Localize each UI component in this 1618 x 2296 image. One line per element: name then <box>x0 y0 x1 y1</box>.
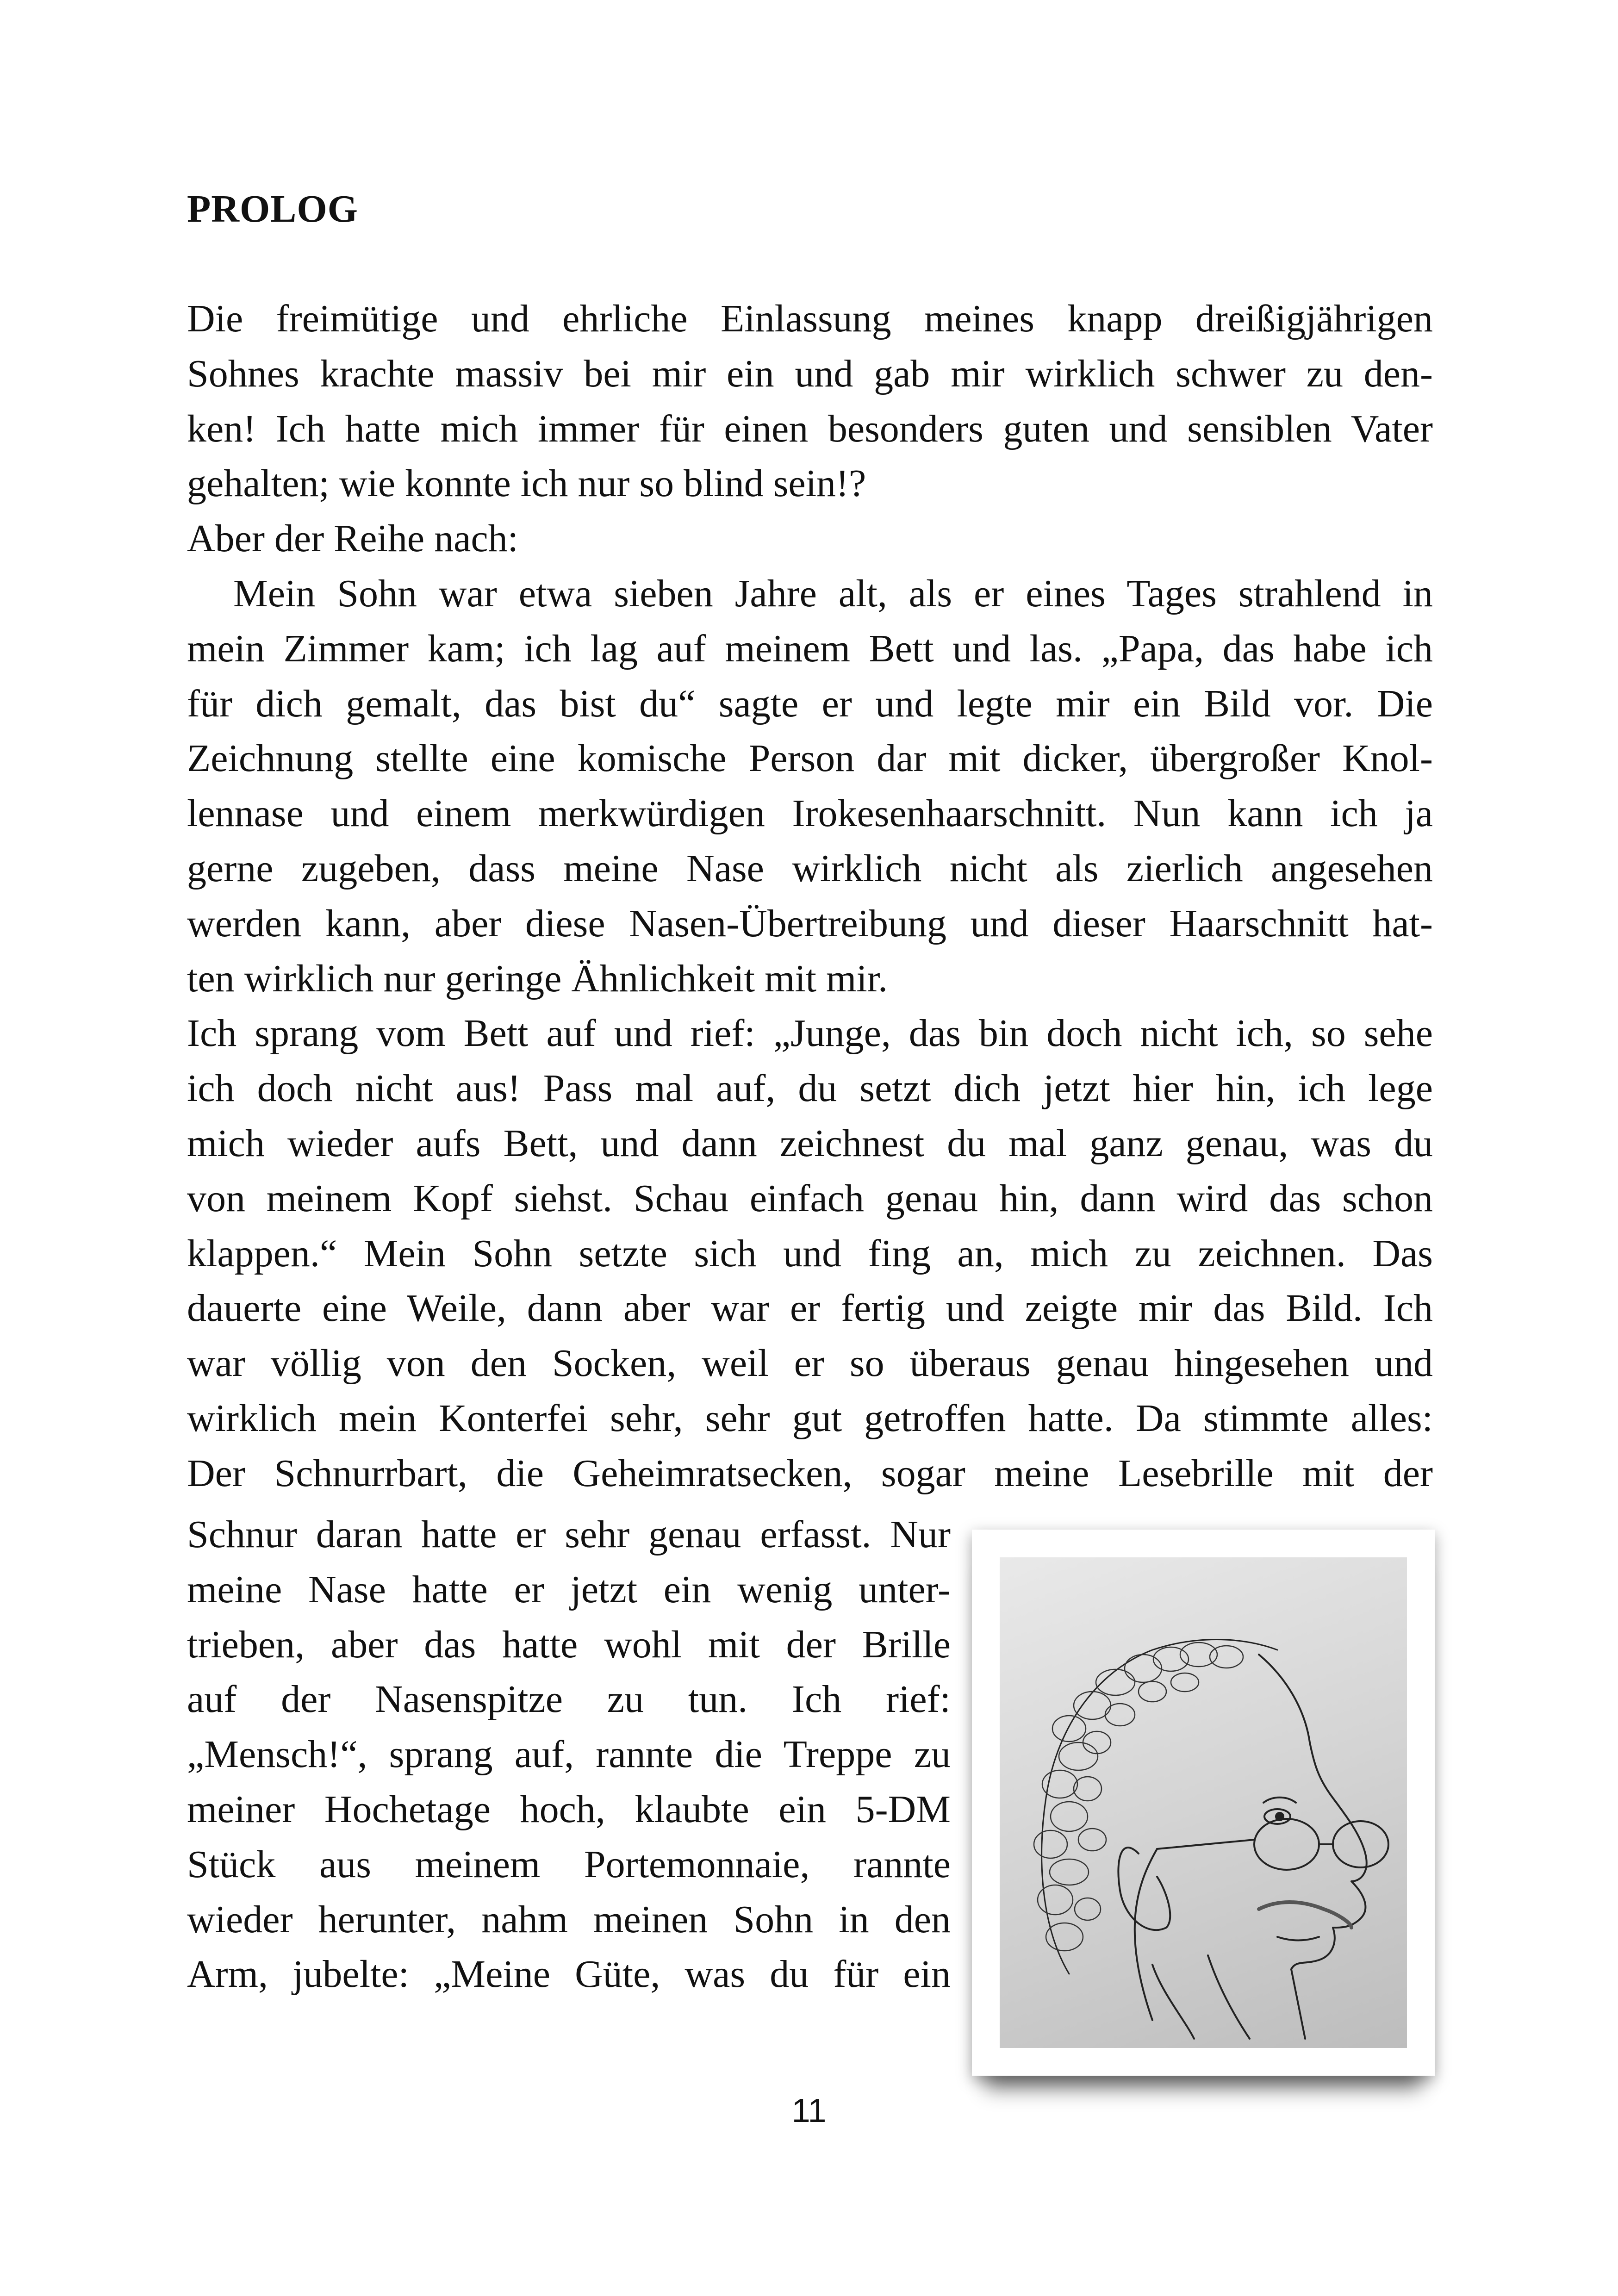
portrait-figure <box>972 1530 1435 2076</box>
text-line: gehalten; wie konnte ich nur so blind sein!? <box>187 462 866 505</box>
text-line: trieben, aber das hatte wohl mit der Brille <box>187 1623 951 1666</box>
text-line: dauerte eine Weile, dann aber war er fertig und zeigte mir das Bild. Ich <box>187 1287 1433 1330</box>
text-line: wieder herunter, nahm meinen Sohn in den <box>187 1898 951 1941</box>
text-line: gerne zugeben, dass meine Nase wirklich nicht als zierlich angesehen <box>187 846 1433 890</box>
text-line: „Mensch!“, sprang auf, rannte die Treppe zu <box>187 1733 951 1776</box>
chapter-heading: PROLOG <box>187 187 359 230</box>
body-text-beside-figure <box>187 1507 951 2002</box>
text-line: von meinem Kopf siehst. Schau einfach genau hin, dann wird das schon <box>187 1176 1433 1220</box>
portrait-drawing <box>1000 1557 1407 2048</box>
text-line: Sohnes krachte massiv bei mir ein und gab mir wirklich schwer zu den- <box>187 352 1433 395</box>
text-line: Der Schnurrbart, die Geheimratsecken, sogar meine Lesebrille mit der <box>187 1451 1433 1495</box>
text-line: Schnur daran hatte er sehr genau erfasst. Nur <box>187 1513 951 1556</box>
text-line: wirklich mein Konterfei sehr, sehr gut getroffen hatte. Da stimmte alles: <box>187 1396 1433 1440</box>
text-line: meine Nase hatte er jetzt ein wenig unter- <box>187 1568 951 1611</box>
text-line: Arm, jubelte: „Meine Güte, was du für ein <box>187 1953 951 1996</box>
text-line: war völlig von den Socken, weil er so überaus genau hingesehen und <box>187 1342 1433 1385</box>
text-line: mich wieder aufs Bett, und dann zeichnest du mal ganz genau, was du <box>187 1121 1433 1165</box>
text-line: lennase und einem merkwürdigen Irokesenhaarschnitt. Nun kann ich ja <box>187 792 1433 835</box>
text-line: mein Zimmer kam; ich lag auf meinem Bett und las. „Papa, das habe ich <box>187 627 1433 670</box>
text-line: auf der Nasenspitze zu tun. Ich rief: <box>187 1678 951 1721</box>
text-line: ich doch nicht aus! Pass mal auf, du setzt dich jetzt hier hin, ich lege <box>187 1067 1433 1110</box>
sketch-illustration <box>1000 1557 1407 2048</box>
page-number: 11 <box>791 2092 827 2129</box>
text-line: klappen.“ Mein Sohn setzte sich und fing an, mich zu zeichnen. Das <box>187 1232 1433 1275</box>
text-line-indented: Mein Sohn war etwa sieben Jahre alt, als er eines Tages strahlend in <box>233 572 1433 615</box>
text-line: für dich gemalt, das bist du“ sagte er und legte mir ein Bild vor. Die <box>187 682 1433 725</box>
body-text-top <box>187 292 1433 1501</box>
text-line: Ich sprang vom Bett auf und rief: „Junge, das bin doch nicht ich, so sehe <box>187 1012 1433 1055</box>
text-line: meiner Hochetage hoch, klaubte ein 5-DM <box>187 1787 951 1831</box>
text-line: Zeichnung stellte eine komische Person dar mit dicker, übergroßer Knol- <box>187 737 1433 780</box>
text-line: ten wirklich nur geringe Ähnlichkeit mit mir. <box>187 957 888 1000</box>
text-line: werden kann, aber diese Nasen-Übertreibung und dieser Haarschnitt hat- <box>187 902 1433 945</box>
text-line: Stück aus meinem Portemonnaie, rannte <box>187 1842 951 1886</box>
text-line: Die freimütige und ehrliche Einlassung meines knapp dreißigjährigen <box>187 297 1433 340</box>
text-line: Aber der Reihe nach: <box>187 517 519 560</box>
text-line: ken! Ich hatte mich immer für einen besonders guten und sensiblen Vater <box>187 407 1433 450</box>
